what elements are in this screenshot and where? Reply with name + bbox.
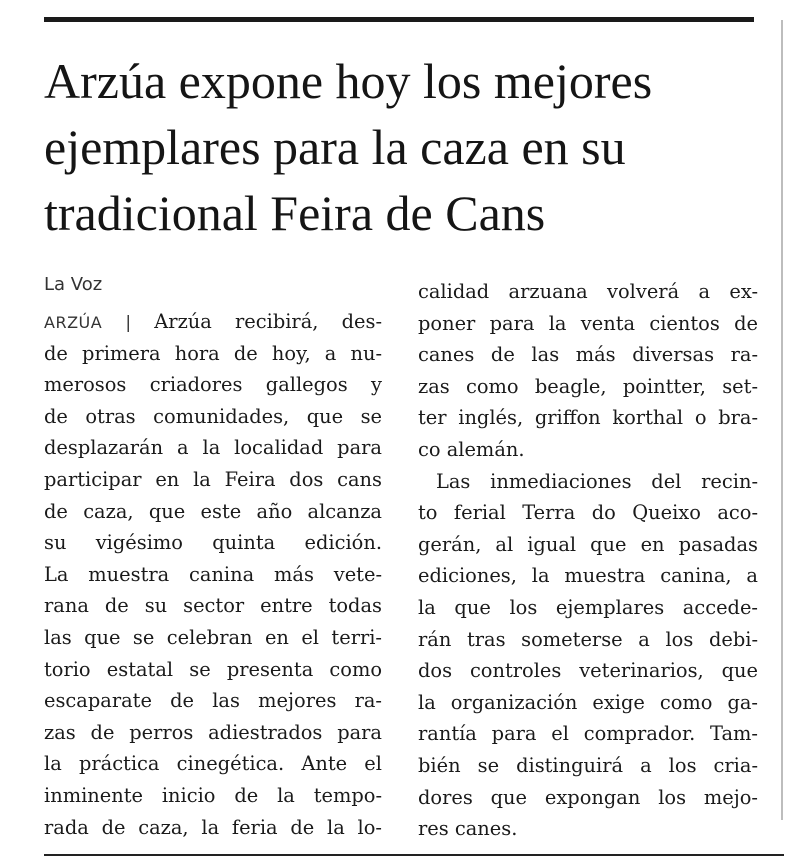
body-line: las que se celebran en el terri-: [44, 625, 382, 649]
body-line: co alemán.: [418, 437, 525, 461]
body-line: torio estatal se presenta como: [44, 657, 382, 681]
body-line: la práctica cinegética. Ante el: [44, 752, 382, 776]
body-line: rana de su sector entre todas: [44, 594, 382, 618]
body-line: poner para la venta cientos de: [418, 311, 758, 335]
body-line: ter inglés, griffon korthal o bra-: [418, 406, 758, 430]
body-line: desplazarán a la localidad para: [44, 436, 382, 460]
body-line: de primera hora de hoy, a nu-: [44, 341, 382, 365]
body-line: de otras comunidades, que se: [44, 404, 382, 428]
article-column-1: [44, 306, 382, 843]
headline-line: ejemplares para la caza en su: [44, 119, 626, 175]
body-line: rantía para el comprador. Tam-: [418, 722, 758, 746]
byline: La Voz: [44, 274, 103, 295]
bottom-rule: [44, 854, 784, 856]
article-column-2: [418, 276, 758, 845]
body-line: rada de caza, la feria de la lo-: [44, 815, 382, 839]
body-line: dores que expongan los mejo-: [418, 785, 758, 809]
body-line: res canes.: [418, 817, 518, 841]
body-line: ediciones, la muestra canina, a: [418, 564, 758, 588]
body-line: su vigésimo quinta edición.: [44, 531, 382, 555]
body-line: la que los ejemplares accede-: [418, 595, 758, 619]
dateline-separator: |: [125, 313, 132, 333]
body-line: rán tras someterse a los debi-: [418, 627, 758, 651]
body-line: canes de las más diversas ra-: [418, 343, 758, 367]
body-line: bién se distinguirá a los cria-: [418, 753, 758, 777]
body-line: zas como beagle, pointter, set-: [418, 374, 758, 398]
paragraph-start: Las inmediaciones del recin-: [436, 469, 758, 493]
body-line: gerán, al igual que en pasadas: [418, 532, 758, 556]
body-text: Arzúa recibirá, des-: [154, 310, 382, 333]
body-line: to ferial Terra do Queixo aco-: [418, 501, 758, 525]
top-rule: [44, 17, 754, 22]
body-line: merosos criadores gallegos y: [44, 373, 382, 397]
body-line: dos controles veterinarios, que: [418, 659, 758, 683]
column-rule: [781, 20, 783, 820]
headline-line: Arzúa expone hoy los mejores: [44, 53, 653, 109]
first-line: [44, 306, 382, 338]
headline-line: tradicional Feira de Cans: [44, 185, 546, 241]
dateline: ARZÚA: [44, 313, 103, 332]
body-line: calidad arzuana volverá a ex-: [418, 280, 758, 303]
body-line: participar en la Feira dos cans: [44, 467, 382, 491]
body-line: escaparate de las mejores ra-: [44, 689, 382, 713]
headline: [44, 48, 764, 246]
body-line: La muestra canina más vete-: [44, 562, 382, 586]
body-line: la organización exige como ga-: [418, 690, 758, 714]
body-line: zas de perros adiestrados para: [44, 720, 382, 744]
body-line: de caza, que este año alcanza: [44, 499, 382, 523]
body-line: inminente inicio de la tempo-: [44, 783, 382, 807]
